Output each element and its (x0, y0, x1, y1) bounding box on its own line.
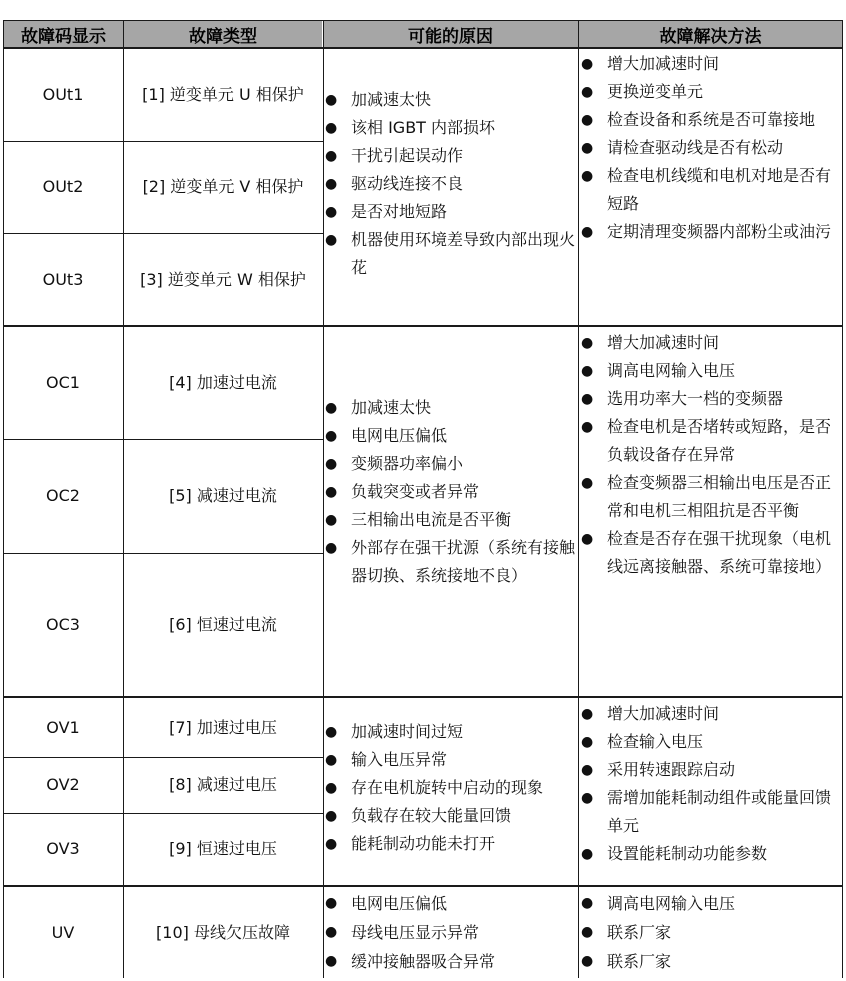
fault-type-cell: [3] 逆变单元 W 相保护 (140, 269, 306, 289)
list-item: ● 定期清理变频器内部粉尘或油污 (581, 222, 832, 241)
list-item: ● 选用功率大一档的变频器 (581, 389, 784, 408)
header-possible-cause: 可能的原因 (323, 21, 578, 47)
cause-list (325, 394, 577, 590)
list-item: ● 增大加减速时间 (581, 333, 720, 352)
list-item: ● 设置能耗制动功能参数 (581, 844, 768, 863)
row-divider (3, 757, 323, 758)
fault-code-cell: OC1 (46, 373, 80, 392)
group-divider (3, 885, 843, 887)
header-fault-code: 故障码显示 (4, 21, 123, 47)
fault-code-cell: OUt3 (42, 269, 84, 289)
list-item: ● 加减速太快 (325, 398, 432, 417)
list-item: ● 检查设备和系统是否可靠接地 (581, 110, 816, 129)
group-divider (3, 696, 843, 698)
fault-code-table (3, 20, 843, 978)
cause-list (325, 889, 577, 976)
list-item: ● 是否对地短路 (325, 202, 448, 221)
list-item: ● 检查是否存在强干扰现象（电机线远离接触器、系统可靠接地） (581, 529, 832, 576)
solution-list (581, 889, 841, 976)
fault-type-cell: [10] 母线欠压故障 (156, 922, 290, 942)
list-item: ● 需增加能耗制动组件或能量回馈单元 (581, 788, 832, 835)
list-item: ● 检查变频器三相输出电压是否正常和电机三相阻抗是否平衡 (581, 473, 832, 520)
header-fault-type: 故障类型 (124, 21, 322, 47)
list-item: ● 更换逆变单元 (581, 82, 704, 101)
fault-code-cell: OUt1 (42, 84, 84, 104)
column-divider (123, 20, 124, 978)
list-item: ● 加减速时间过短 (325, 722, 464, 741)
fault-type-cell: [6] 恒速过电流 (169, 614, 277, 634)
header-bottom-rule (3, 47, 843, 49)
list-item: ● 该相 IGBT 内部损坏 (325, 118, 496, 137)
list-item: ● 联系厂家 (581, 923, 672, 942)
list-item: ● 增大加减速时间 (581, 54, 720, 73)
solution-list (581, 700, 841, 868)
row-divider (3, 553, 323, 554)
list-item: ● 输入电压异常 (325, 750, 448, 769)
list-item: ● 联系厂家 (581, 952, 672, 971)
list-item: ● 外部存在强干扰源（系统有接触器切换、系统接地不良） (325, 538, 576, 585)
list-item: ● 加减速太快 (325, 90, 432, 109)
table-border-right (842, 20, 843, 978)
fault-code-cell: OC2 (46, 486, 80, 505)
cause-list (325, 718, 577, 858)
table-border-top (3, 20, 843, 21)
list-item: ● 存在电机旋转中启动的现象 (325, 778, 544, 797)
fault-code-cell: UV (51, 922, 75, 942)
fault-type-cell: [8] 减速过电压 (169, 775, 277, 794)
row-divider (3, 439, 323, 440)
list-item: ● 负载存在较大能量回馈 (325, 806, 512, 825)
list-item: ● 请检查驱动线是否有松动 (581, 138, 784, 157)
list-item: ● 母线电压显示异常 (325, 923, 480, 942)
fault-code-cell: OV1 (46, 717, 80, 737)
column-divider (578, 20, 579, 978)
list-item: ● 检查电机线缆和电机对地是否有短路 (581, 166, 832, 213)
list-item: ● 机器使用环境差导致内部出现火花 (325, 230, 576, 277)
fault-code-cell: OC3 (46, 614, 80, 634)
list-item: ● 缓冲接触器吸合异常 (325, 952, 496, 971)
list-item: ● 调高电网输入电压 (581, 361, 736, 380)
fault-type-cell: [1] 逆变单元 U 相保护 (142, 84, 304, 104)
list-item: ● 采用转速跟踪启动 (581, 760, 736, 779)
fault-code-cell: OV3 (46, 839, 80, 858)
list-item: ● 驱动线连接不良 (325, 174, 464, 193)
table-border-left (3, 20, 4, 978)
list-item: ● 三相输出电流是否平衡 (325, 510, 512, 529)
column-divider (323, 20, 324, 978)
row-divider (3, 233, 323, 234)
list-item: ● 电网电压偏低 (325, 426, 448, 445)
header-solution: 故障解决方法 (579, 21, 842, 47)
fault-type-cell: [2] 逆变单元 V 相保护 (142, 177, 304, 196)
cause-list (325, 86, 577, 282)
list-item: ● 干扰引起误动作 (325, 146, 464, 165)
fault-code-cell: OUt2 (42, 177, 84, 196)
list-item: ● 调高电网输入电压 (581, 894, 736, 913)
list-item: ● 电网电压偏低 (325, 894, 448, 913)
fault-code-cell: OV2 (46, 775, 80, 794)
fault-type-cell: [9] 恒速过电压 (169, 839, 277, 858)
list-item: ● 能耗制动功能未打开 (325, 834, 496, 853)
list-item: ● 变频器功率偏小 (325, 454, 464, 473)
solution-list (581, 329, 841, 581)
fault-type-cell: [7] 加速过电压 (169, 717, 277, 737)
fault-type-cell: [4] 加速过电流 (169, 373, 277, 392)
solution-list (581, 50, 841, 246)
list-item: ● 增大加减速时间 (581, 704, 720, 723)
row-divider (3, 813, 323, 814)
group-divider (3, 325, 843, 327)
fault-type-cell: [5] 减速过电流 (169, 486, 277, 505)
row-divider (3, 141, 323, 142)
list-item: ● 检查电机是否堵转或短路，是否负载设备存在异常 (581, 417, 832, 464)
list-item: ● 负载突变或者异常 (325, 482, 480, 501)
list-item: ● 检查输入电压 (581, 732, 704, 751)
